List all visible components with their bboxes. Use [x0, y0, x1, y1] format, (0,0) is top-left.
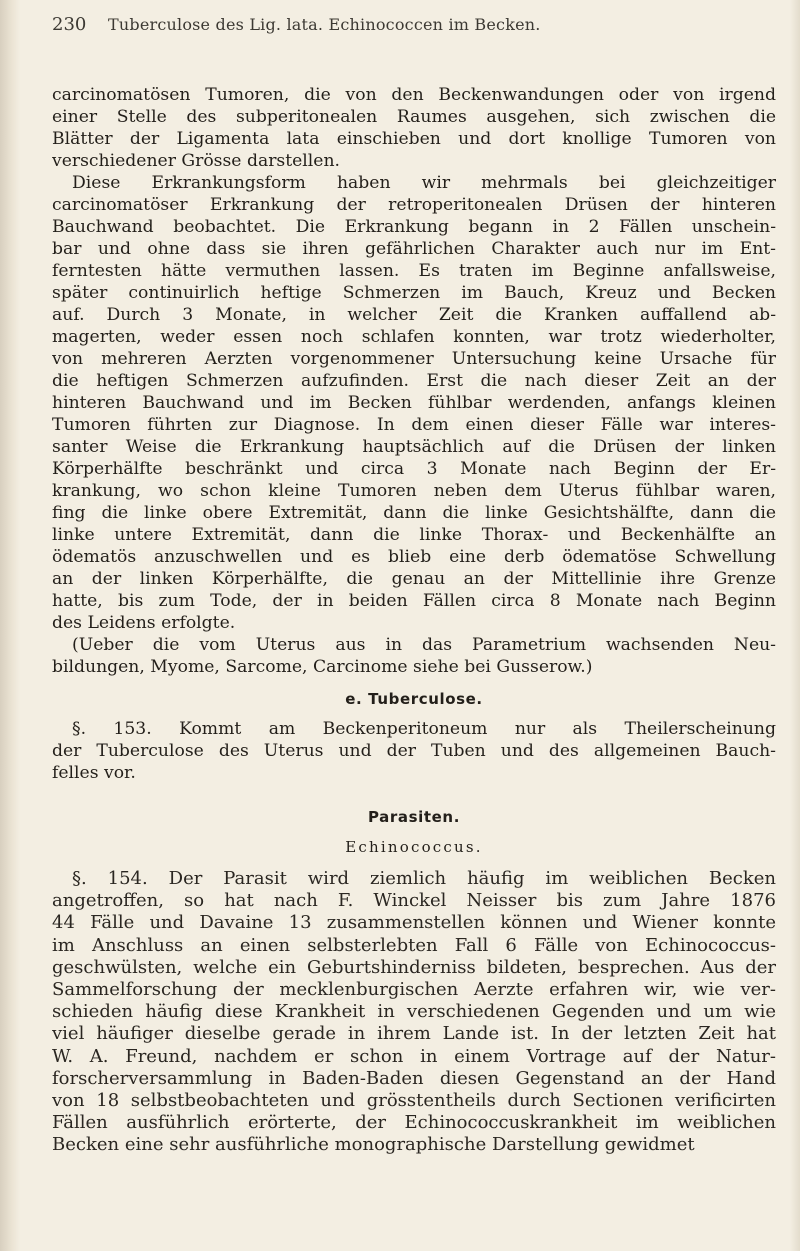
paragraph-section-153 — [52, 718, 776, 784]
paragraph-carcinoma-tumors — [52, 84, 776, 172]
section-heading-parasiten: Parasiten. — [367, 808, 461, 826]
text-line: Körperhälfte beschränkt und circa 3 Monate nach Beginn der Er- — [52, 459, 776, 479]
text-line: von mehreren Aerzten vorgenommener Untersuchung keine Ursache für — [52, 349, 776, 369]
text-line: des Leidens erfolgte. — [52, 613, 236, 633]
text-line: W. A. Freund, nachdem er schon in einem Vortrage auf der Natur- — [52, 1045, 776, 1067]
text-line: der Tuberculose des Uterus und der Tuben und des allgemeinen Bauch- — [52, 741, 776, 761]
text-line: krankung, wo schon kleine Tumoren neben dem Uterus fühlbar waren, — [52, 481, 776, 501]
text-line: §. 153. Kommt am Beckenperitoneum nur als Theilerscheinung — [72, 719, 776, 739]
text-line: carcinomatösen Tumoren, die von den Beckenwandungen oder von irgend — [52, 85, 776, 105]
text-line: §. 154. Der Parasit wird ziemlich häufig im weiblichen Becken — [72, 868, 776, 889]
text-line: santer Weise die Erkrankung hauptsächlich auf die Drüsen der linken — [52, 437, 776, 457]
page-number: 230 — [52, 14, 87, 35]
text-line: ferntesten hätte vermuthen lassen. Es traten im Beginne anfallsweise, — [52, 261, 776, 281]
text-line: angetroffen, so hat nach F. Winckel Neisser bis zum Jahre 1876 — [52, 890, 776, 912]
text-line: Bauchwand beobachtet. Die Erkrankung begann in 2 Fällen unschein- — [52, 217, 776, 237]
text-line: fing die linke obere Extremität, dann die linke Gesichtshälfte, dann die — [52, 503, 776, 523]
text-line: auf. Durch 3 Monate, in welcher Zeit die Kranken auffallend ab- — [52, 305, 776, 325]
text-line: schieden häufig diese Krankheit in verschiedenen Gegenden und um wie — [52, 1001, 776, 1023]
text-line: geschwülsten, welche ein Geburtshinderniss bildeten, besprechen. Aus der — [52, 956, 776, 978]
text-line: an der linken Körperhälfte, die genau an der Mittellinie ihre Grenze — [52, 569, 776, 589]
text-line: 44 Fälle und Davaine 13 zusammenstellen können und Wiener konnte — [52, 912, 776, 934]
text-line: Diese Erkrankungsform haben wir mehrmals bei gleichzeitiger — [72, 173, 776, 193]
paragraph-observation-cases — [52, 172, 776, 634]
text-line: hatte, bis zum Tode, der in beiden Fällen circa 8 Monate nach Beginn — [52, 591, 776, 611]
paragraph-section-154 — [52, 868, 776, 1157]
paragraph-gusserow-note — [52, 634, 776, 678]
text-line: Tumoren führten zur Diagnose. In dem einen dieser Fälle war interes- — [52, 415, 776, 435]
text-line: viel häufiger dieselbe gerade in ihrem Lande ist. In der letzten Zeit hat — [52, 1023, 776, 1045]
text-line: Blätter der Ligamenta lata einschieben und dort knollige Tumoren von — [52, 129, 776, 149]
text-line: bar und ohne dass sie ihren gefährlichen Charakter auch nur im Ent- — [52, 239, 776, 259]
text-line: ödematös anzuschwellen und es blieb eine derb ödematöse Schwellung — [52, 547, 776, 567]
text-line: forscherversammlung in Baden-Baden diesen Gegenstand an der Hand — [52, 1067, 776, 1089]
text-line: Becken eine sehr ausführliche monographische Darstellung gewidmet — [52, 1134, 695, 1156]
book-page — [52, 14, 776, 1157]
text-line: einer Stelle des subperitonealen Raumes ausgehen, sich zwischen die — [52, 107, 776, 127]
subsection-heading-echinococcus: Echinococcus. — [345, 838, 483, 856]
text-line: linke untere Extremität, dann die linke Thorax- und Beckenhälfte an — [52, 525, 776, 545]
page-binding-edge — [0, 0, 20, 1251]
text-line: bildungen, Myome, Sarcome, Carcinome siehe bei Gusserow.) — [52, 657, 593, 677]
text-line: Sammelforschung der mecklenburgischen Aerzte erfahren wir, wie ver- — [52, 979, 776, 1001]
running-head: Tuberculose des Lig. lata. Echinococcen im Becken. — [108, 15, 541, 34]
section-heading-tuberculose: e. Tuberculose. — [345, 690, 483, 708]
page-content — [52, 84, 776, 1157]
section-gap — [52, 784, 776, 796]
text-line: magerten, weder essen noch schlafen konnten, war trotz wiederholter, — [52, 327, 776, 347]
text-line: im Anschluss an einen selbsterlebten Fall 6 Fälle von Echinococcus- — [52, 934, 776, 956]
text-line: die heftigen Schmerzen aufzufinden. Erst die nach dieser Zeit an der — [52, 371, 776, 391]
text-line: später continuirlich heftige Schmerzen im Bauch, Kreuz und Becken — [52, 283, 776, 303]
text-line: (Ueber die vom Uterus aus in das Parametrium wachsenden Neu- — [72, 635, 776, 655]
page-header — [52, 14, 776, 44]
page-right-edge — [790, 0, 800, 1251]
text-line: verschiedener Grösse darstellen. — [52, 151, 341, 171]
text-line: Fällen ausführlich erörterte, der Echinococcuskrankheit im weiblichen — [52, 1112, 776, 1134]
text-line: felles vor. — [52, 763, 136, 783]
text-line: hinteren Bauchwand und im Becken fühlbar werdenden, anfangs kleinen — [52, 393, 776, 413]
text-line: carcinomatöser Erkrankung der retroperitonealen Drüsen der hinteren — [52, 195, 776, 215]
text-line: von 18 selbstbeobachteten und grösstentheils durch Sectionen verificirten — [52, 1090, 776, 1112]
